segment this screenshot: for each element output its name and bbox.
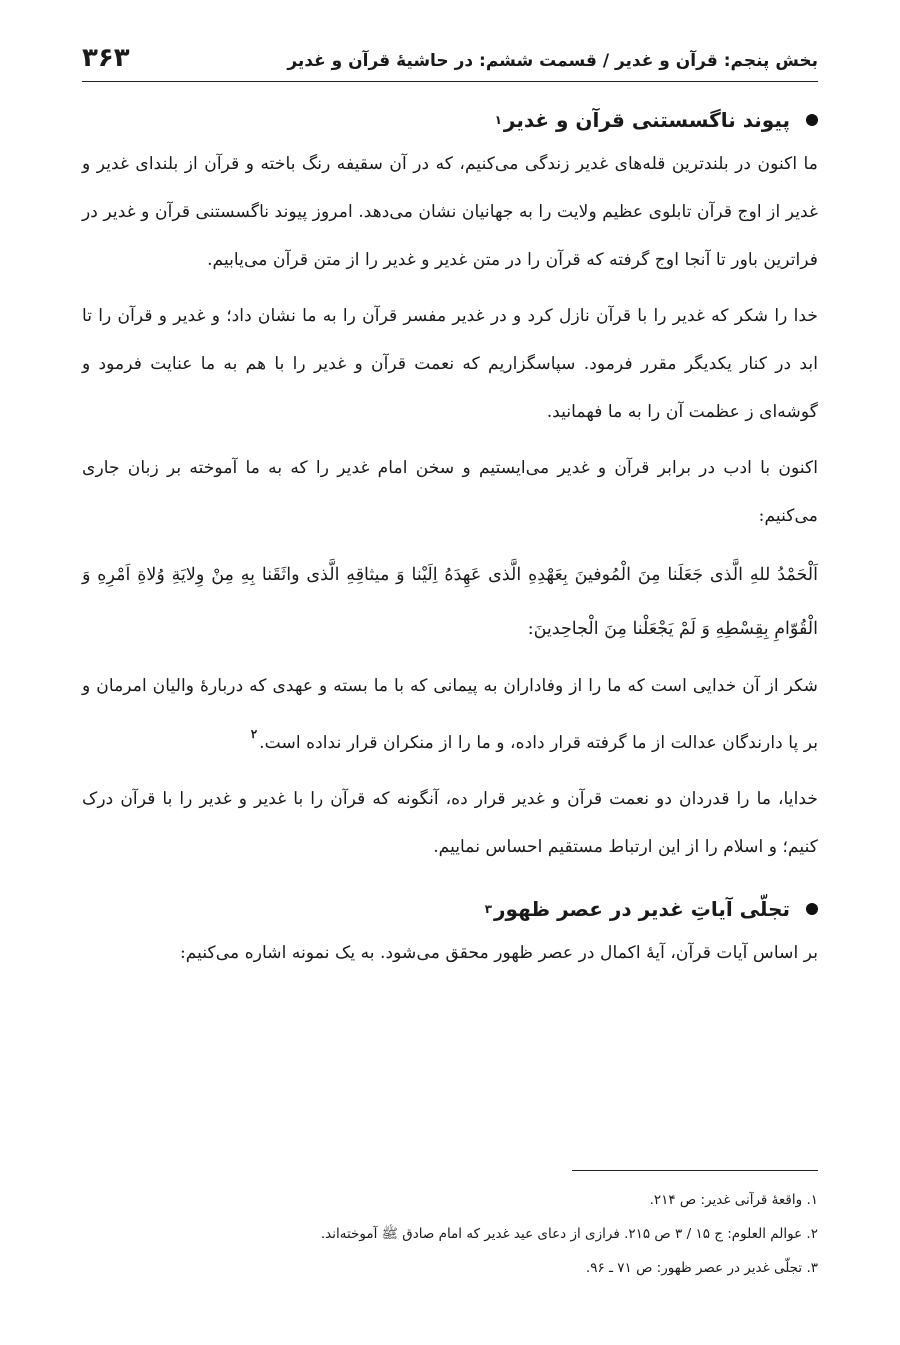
footnote-2: ۲. عوالم العلوم: ج ۱۵ / ۳ ص ۲۱۵. فرازی از دعای عید غدیر که امام صادق ﷺ آموخته‌اند. bbox=[320, 1226, 818, 1242]
main-content bbox=[82, 108, 818, 985]
paragraph-3: اکنون با ادب در برابر قرآن و غدیر می‌ایستیم و سخن امام غدیر را که به ما آموخته بر زبان جاری می‌کنیم: bbox=[82, 458, 818, 526]
running-header bbox=[82, 32, 818, 82]
bullet-icon bbox=[806, 114, 818, 126]
arabic-supplication: اَلْحَمْدُ للهِ الَّذی جَعَلَنا مِنَ الْمُوفینَ بِعَهْدِهِ الَّذی عَهِدَهُ اِلَیْنا وَ میثاقِهِ الَّذی واثَقَنا بِهِ مِنْ وِلایَةِ وُلاةِ اَمْرِهِ وَ الْقُوّامِ بِقِسْطِهِ وَ لَمْ یَجْعَلْنا مِنَ الْجاحِدینَ: bbox=[82, 565, 818, 639]
bullet-icon bbox=[806, 903, 818, 915]
paragraph-1: ما اکنون در بلندترین قله‌های غدیر زندگی می‌کنیم، که در آن سقیفه رنگ باخته و قرآن از بلندای غدیر و غدیر از اوج قرآن تابلوی عظیم ولایت را به جهانیان نشان می‌دهد. امروز پیوند ناگسستنی قرآن و غدیر در فراترین باور تا آنجا اوج گرفته که قرآن را در متن غدیر و غدیر را از متن قرآن می‌یابیم. bbox=[82, 154, 818, 270]
footnote-ref-3: ۳ bbox=[484, 902, 493, 916]
footnotes bbox=[0, 1170, 818, 1285]
footnote-3: ۳. تجلّی غدیر در عصر ظهور: ص ۷۱ ـ ۹۶. bbox=[585, 1260, 818, 1276]
closing-paragraph: خدایا، ما را قدردان دو نعمت قرآن و غدیر قرار ده، آنگونه که قرآن را با غدیر و غدیر را با قرآن درک کنیم؛ و اسلام را از این ارتباط مستقیم احساس نماییم. bbox=[82, 789, 818, 857]
paragraph-2: خدا را شکر که غدیر را با قرآن نازل کرد و در غدیر مفسر قرآن را به ما نشان داد؛ و غدیر و قرآن را تا ابد در کنار یکدیگر مقرر فرمود. سپاسگزاریم که نعمت قرآن و غدیر را با هم به ما عنایت فرمود و گوشه‌ای ز عظمت آن را به ما فهمانید. bbox=[82, 306, 818, 422]
page-number: ۳۶۳ bbox=[82, 43, 130, 73]
footnote-ref-1: ۱ bbox=[494, 113, 502, 127]
section-heading-1-text: پیوند ناگسستنی قرآن و غدیر bbox=[503, 108, 790, 132]
running-header-title: بخش پنجم: قرآن و غدیر / قسمت ششم: در حاشیهٔ قرآن و غدیر bbox=[287, 51, 818, 71]
section-heading-2 bbox=[82, 897, 818, 921]
translation-paragraph bbox=[82, 662, 818, 767]
paragraph-4: بر اساس آیات قرآن، آیهٔ اکمال در عصر ظهور محقق می‌شود. به یک نمونه اشاره می‌کنیم: bbox=[179, 943, 818, 963]
footnote-divider bbox=[572, 1170, 818, 1171]
footnote-1: ۱. واقعهٔ قرآنی غدیر: ص ۲۱۴. bbox=[649, 1192, 818, 1208]
footnote-ref-2: ۲ bbox=[250, 727, 258, 741]
section-heading-1 bbox=[82, 108, 818, 132]
translation-text: شکر از آن خدایی است که ما را از وفاداران به پیمانی که با ما بسته و عهدی که دربارهٔ والیان امرمان و بر پا دارندگان عدالت از ما گرفته قرار داده، و ما را از منکران قرار نداده است. bbox=[82, 676, 818, 753]
section-heading-2-text: تجلّی آیاتِ غدیر در عصر ظهور bbox=[494, 897, 790, 921]
